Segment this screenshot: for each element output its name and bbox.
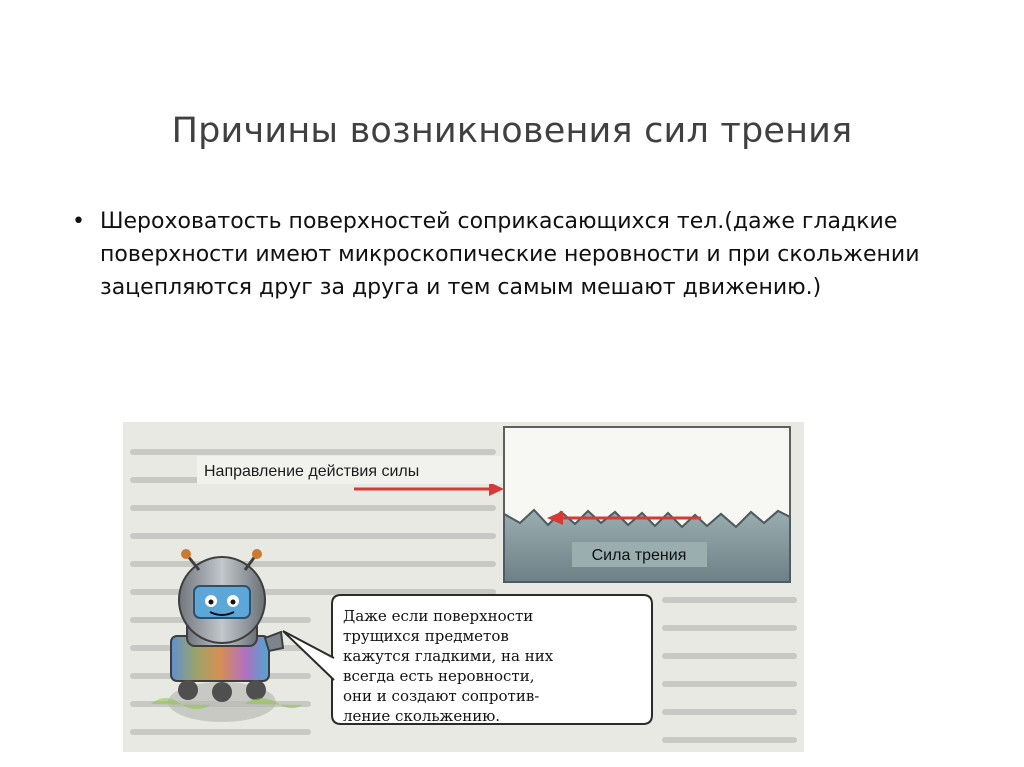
friction-illustration xyxy=(123,422,804,752)
bullet-marker: • xyxy=(72,209,85,234)
bullet-list xyxy=(70,205,970,304)
bubble-line-2: трущихся предметов xyxy=(343,627,509,645)
bullet-text: Шероховатость поверхностей соприкасающихся тел.(даже гладкие поверхности имеют микроскопические неровности и при скольжении зацепляются друг за друга и тем самым мешают движению.) xyxy=(100,209,920,300)
bubble-line-3: кажутся гладкими, на них xyxy=(343,647,554,665)
upper-surface xyxy=(504,427,790,527)
bubble-line-5: они и создают сопротив- xyxy=(343,687,540,705)
slide-title: Причины возникновения сил трения xyxy=(171,111,853,152)
speech-bubble xyxy=(283,595,652,725)
bubble-line-4: всегда есть неровности, xyxy=(343,667,535,685)
direction-label: Направление действия силы xyxy=(204,463,420,480)
bullet-item-roughness xyxy=(70,205,970,304)
friction-label: Сила трения xyxy=(591,547,687,564)
bubble-line-6: ление скольжению. xyxy=(343,707,501,725)
bubble-line-1: Даже если поверхности xyxy=(343,607,534,625)
